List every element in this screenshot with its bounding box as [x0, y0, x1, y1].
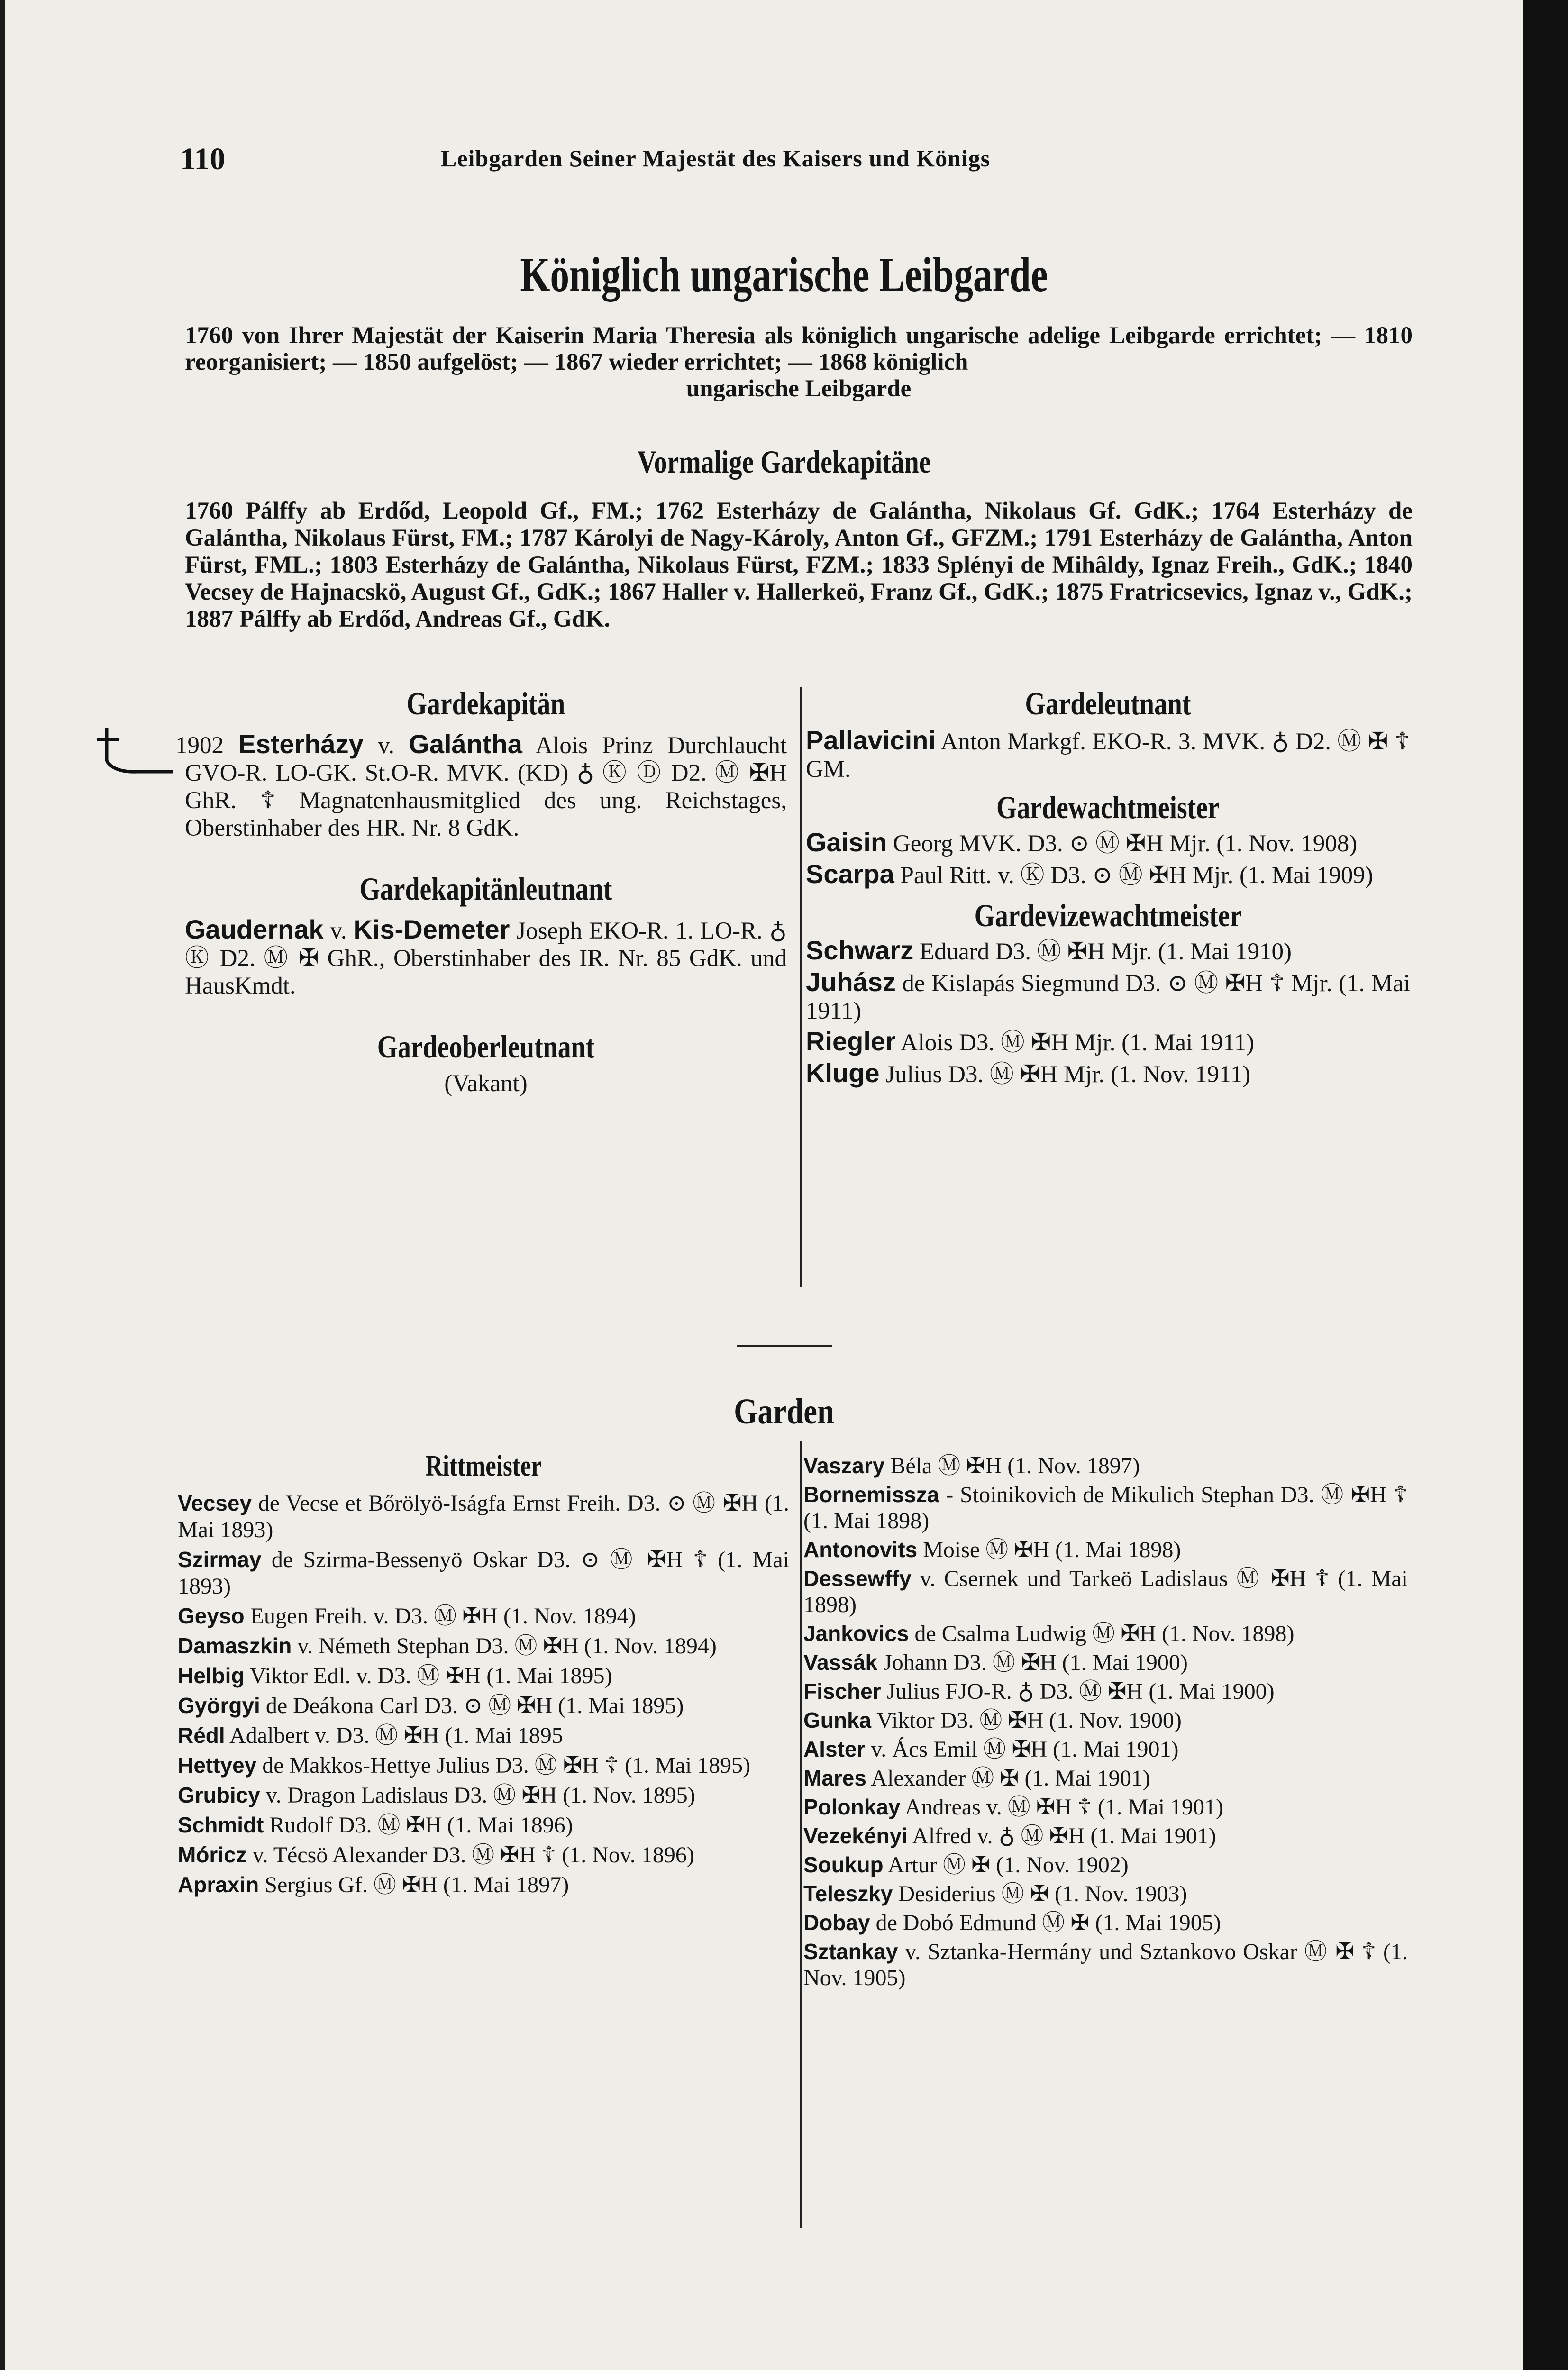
- handwritten-cross-mark: [95, 716, 175, 787]
- list-item: Schwarz Eduard D3. Ⓜ ✠H Mjr. (1. Mai 1910): [806, 935, 1292, 965]
- left-column: [175, 685, 787, 1097]
- list-item: Gaisin Georg MVK. D3. ⊙ Ⓜ ✠H Mjr. (1. Nov. 1908): [806, 827, 1358, 857]
- garden-heading: Garden: [734, 1392, 834, 1431]
- captain-text: Alois Prinz Durchlaucht GVO-R. LO-GK. St.O-R. MVK. (KD) ♁ Ⓚ Ⓓ D2. Ⓜ ✠H GhR. ☦ Magnatenhausmitglied des ung. Reichstages, Oberstinhaber des HR. Nr. 8 GdK.: [185, 732, 787, 841]
- intro-text-end: ungarische Leibgarde: [686, 375, 912, 402]
- scan-edge-right: [1523, 0, 1568, 2370]
- intro-paragraph: [185, 322, 1413, 402]
- list-item: Apraxin Sergius Gf. Ⓜ ✠H (1. Mai 1897): [178, 1872, 569, 1897]
- list-item: Antonovits Moise Ⓜ ✠H (1. Mai 1898): [803, 1537, 1181, 1562]
- vizewachtmeister-list: [806, 937, 1410, 1088]
- former-captains-heading: Vormalige Gardekapitäne: [637, 444, 931, 480]
- list-item: Soukup Artur Ⓜ ✠ (1. Nov. 1902): [803, 1852, 1129, 1878]
- list-item: Jankovics de Csalma Ludwig Ⓜ ✠H (1. Nov. 1898): [803, 1621, 1295, 1646]
- page-number: 110: [180, 142, 226, 176]
- list-item: Riegler Alois D3. Ⓜ ✠H Mjr. (1. Mai 1911): [806, 1026, 1255, 1056]
- column-divider-lower: [800, 1441, 802, 2228]
- right-column: [806, 685, 1410, 1091]
- list-item: Scarpa Paul Ritt. v. Ⓚ D3. ⊙ Ⓜ ✠H Mjr. (1. Mai 1909): [806, 859, 1373, 889]
- captain-lieutenant-heading: Gardekapitänleutnant: [359, 871, 612, 907]
- captain-prep: v.: [378, 732, 395, 759]
- list-item: Kluge Julius D3. Ⓜ ✠H Mjr. (1. Nov. 1911): [806, 1058, 1251, 1088]
- upper-lieutenant-heading: Gardeoberleutnant: [377, 1029, 595, 1065]
- captain-heading: Gardekapitän: [406, 685, 565, 721]
- wachtmeister-heading: Gardewachtmeister: [996, 789, 1220, 825]
- upper-lieutenant-vacant: (Vakant): [444, 1070, 528, 1097]
- captain-name: Esterházy: [238, 729, 364, 759]
- list-item: Vezekényi Alfred v. ♁ Ⓜ ✠H (1. Mai 1901): [803, 1823, 1216, 1849]
- list-item: Györgyi de Deákona Carl D3. ⊙ Ⓜ ✠H (1. Mai 1895): [178, 1693, 684, 1718]
- list-item: Teleszky Desiderius Ⓜ ✠ (1. Nov. 1903): [803, 1881, 1187, 1906]
- list-item: Damaszkin v. Németh Stephan D3. Ⓜ ✠H (1. Nov. 1894): [178, 1633, 717, 1659]
- scan-edge-left: [0, 0, 5, 2370]
- captain-entry: [175, 729, 787, 842]
- list-item: Vecsey de Vecse et Bőrölyö-Iságfa Ernst Freih. D3. ⊙ Ⓜ ✠H (1. Mai 1893): [178, 1491, 789, 1542]
- wachtmeister-list: [806, 829, 1410, 889]
- captain-place: Galántha: [409, 729, 522, 759]
- capt-lt-name: Gaudernak: [185, 914, 324, 944]
- capt-lt-place: Kis-Demeter: [353, 914, 510, 944]
- column-divider-upper: [800, 687, 802, 1287]
- page-title: Königlich ungarische Leibgarde: [520, 247, 1048, 302]
- list-item: Móricz v. Técsö Alexander D3. Ⓜ ✠H ☦ (1. Nov. 1896): [178, 1842, 694, 1868]
- former-captains-text: 1760 Pálffy ab Erdőd, Leopold Gf., FM.; 1762 Esterházy de Galántha, Nikolaus Gf. GdK.; 1764 Esterházy de Galántha, Nikolaus Fürst, FM.; 1787 Károlyi de Nagy-Károly, Anton Gf., GFZM.; 1791 Esterházy de Galántha, Anton Fürst, FML.; 1803 Esterházy de Galántha, Nikolaus Fürst, FZM.; 1833 Splényi de Mihâldy, Ignaz Freih., GdK.; 1840 Vecsey de Hajnacskö, August Gf., GdK.; 1867 Haller v. Hallerkeö, Franz Gf., GdK.; 1875 Fratricsevics, Ignaz v., GdK.; 1887 Pálffy ab Erdőd, Andreas Gf., GdK.: [185, 498, 1413, 632]
- list-item: Polonkay Andreas v. Ⓜ ✠H ☦ (1. Mai 1901): [803, 1795, 1224, 1820]
- vizewachtmeister-heading: Gardevizewachtmeister: [974, 897, 1242, 933]
- capt-lt-prep: v.: [330, 918, 347, 944]
- captain-lieutenant-entry: [185, 916, 787, 1000]
- section-rule: [737, 1345, 832, 1347]
- list-item: Rédl Adalbert v. D3. Ⓜ ✠H (1. Mai 1895: [178, 1723, 563, 1748]
- list-item: Grubicy v. Dragon Ladislaus D3. Ⓜ ✠H (1. Nov. 1895): [178, 1783, 695, 1808]
- rittmeister-right-list: [803, 1453, 1408, 1991]
- list-item: Dobay de Dobó Edmund Ⓜ ✠ (1. Mai 1905): [803, 1910, 1221, 1935]
- capt-lt-text: Joseph EKO-R. 1. LO-R. ♁ Ⓚ D2. Ⓜ ✠ GhR., Oberstinhaber des IR. Nr. 85 GdK. und HausKmdt.: [185, 918, 787, 999]
- list-item: Alster v. Ács Emil Ⓜ ✠H (1. Mai 1901): [803, 1737, 1179, 1762]
- list-item: Bornemissza - Stoinikovich de Mikulich Stephan D3. Ⓜ ✠H ☦ (1. Mai 1898): [803, 1482, 1408, 1533]
- list-item: Vassák Johann D3. Ⓜ ✠H (1. Mai 1900): [803, 1650, 1188, 1675]
- list-item: Geyso Eugen Freih. v. D3. Ⓜ ✠H (1. Nov. 1894): [178, 1604, 636, 1629]
- running-head: Leibgarden Seiner Majestät des Kaisers und Königs: [441, 145, 991, 172]
- rittmeister-heading: Rittmeister: [425, 1450, 542, 1482]
- list-item: Schmidt Rudolf D3. Ⓜ ✠H (1. Mai 1896): [178, 1813, 573, 1838]
- intro-text: 1760 von Ihrer Majestät der Kaiserin Maria Theresia als königlich ungarische adelige Leibgarde errichtet; — 1810 reorganisiert; — 1850 aufgelöst; — 1867 wieder errichtet; — 1868 königlich: [185, 322, 1413, 375]
- lieutenant-heading: Gardeleutnant: [1025, 685, 1191, 721]
- list-item: Mares Alexander Ⓜ ✠ (1. Mai 1901): [803, 1766, 1150, 1791]
- list-item: Szirmay de Szirma-Bessenyö Oskar D3. ⊙ Ⓜ ✠H ☦ (1. Mai 1893): [178, 1547, 789, 1599]
- rittmeister-left-column: [178, 1450, 789, 1901]
- list-item: Hettyey de Makkos-Hettye Julius D3. Ⓜ ✠H ☦ (1. Mai 1895): [178, 1753, 751, 1778]
- lt-text: Anton Markgf. EKO-R. 3. MVK. ♁ D2. Ⓜ ✠ ☦ GM.: [806, 729, 1410, 783]
- lt-name: Pallavicini: [806, 725, 936, 755]
- list-item: Sztankay v. Sztanka-Hermány und Sztankovo Oskar Ⓜ ✠ ☦ (1. Nov. 1905): [803, 1939, 1408, 1990]
- list-item: Vaszary Béla Ⓜ ✠H (1. Nov. 1897): [803, 1453, 1140, 1478]
- list-item: Juhász de Kislapás Siegmund D3. ⊙ Ⓜ ✠H ☦ Mjr. (1. Mai 1911): [806, 967, 1410, 1024]
- rittmeister-right-column: [803, 1453, 1408, 1994]
- rittmeister-left-list: [178, 1490, 789, 1898]
- list-item: Fischer Julius FJO-R. ♁ D3. Ⓜ ✠H (1. Mai 1900): [803, 1679, 1275, 1704]
- lieutenant-entry: [806, 727, 1410, 783]
- list-item: Helbig Viktor Edl. v. D3. Ⓜ ✠H (1. Mai 1895): [178, 1663, 612, 1688]
- captain-year: 1902: [175, 732, 224, 759]
- list-item: Dessewffy v. Csernek und Tarkeö Ladislaus Ⓜ ✠H ☦ (1. Mai 1898): [803, 1566, 1408, 1617]
- list-item: Gunka Viktor D3. Ⓜ ✠H (1. Nov. 1900): [803, 1708, 1182, 1733]
